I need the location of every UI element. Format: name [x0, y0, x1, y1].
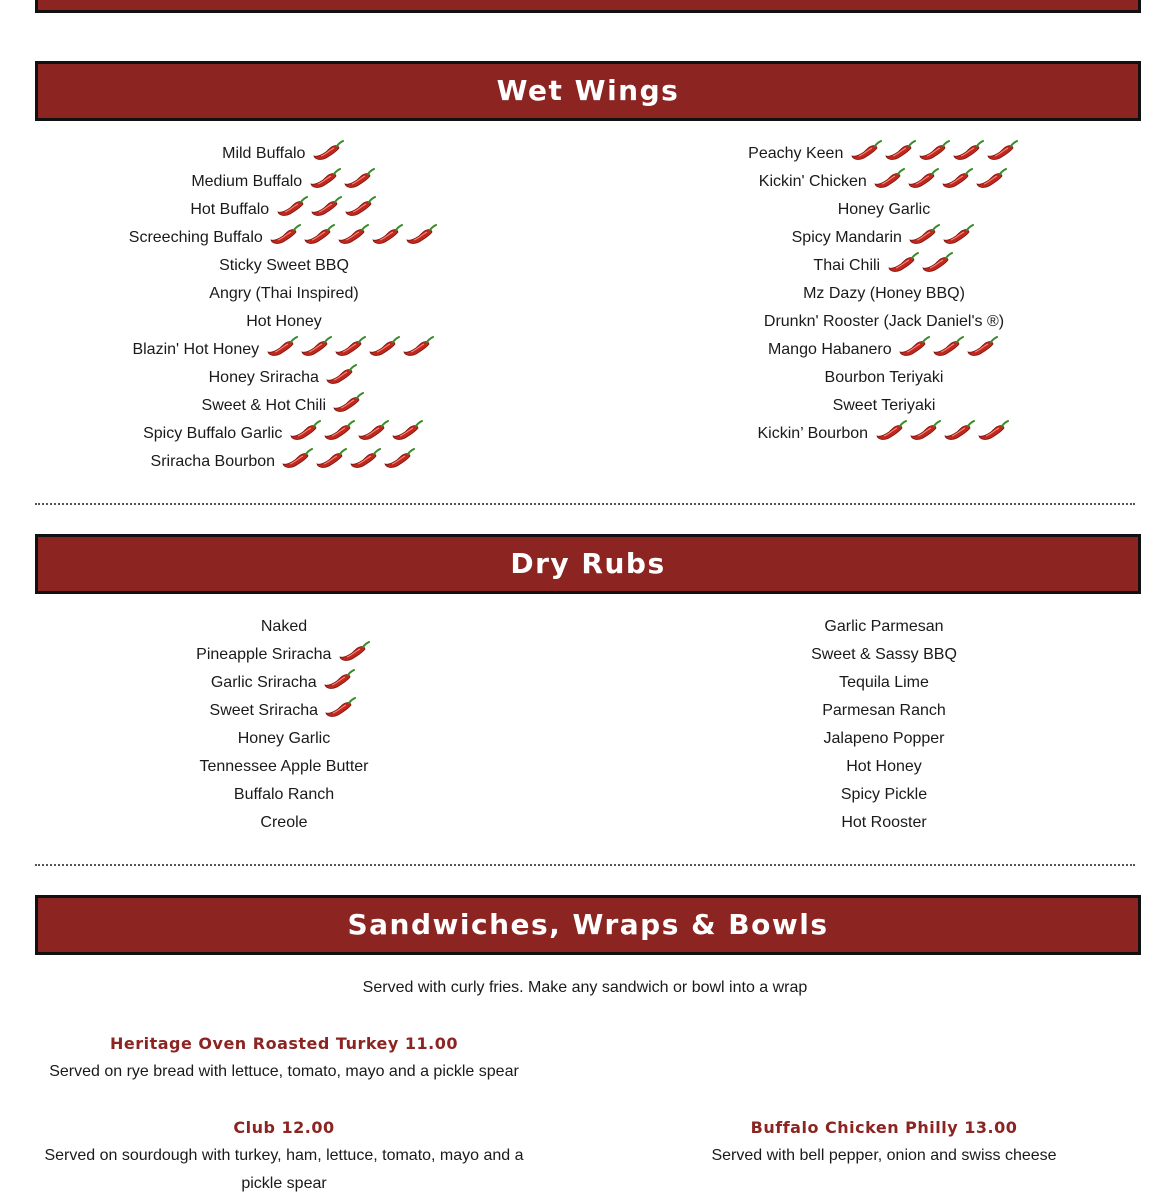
flavor-name: Mango Habanero: [767, 341, 892, 358]
chili-pepper-icon: [337, 224, 369, 246]
flavor-name: Sriracha Bourbon: [150, 453, 276, 470]
chili-pepper-icon: [918, 140, 950, 162]
flavor-name: Bourbon Teriyaki: [824, 369, 944, 386]
chili-pepper-icon: [952, 140, 984, 162]
chili-pepper-icon: [266, 336, 298, 358]
sandwich-note: Served with curly fries. Make any sandwich or bowl into a wrap: [362, 979, 808, 996]
flavor-item: [34, 252, 534, 280]
flavor-name: Medium Buffalo: [191, 173, 303, 190]
chili-pepper-icon: [898, 336, 930, 358]
flavor-name: Mz Dazy (Honey BBQ): [803, 285, 965, 302]
flavor-item: [634, 364, 1134, 392]
chili-pepper-icon: [875, 420, 907, 442]
chili-pepper-icon: [977, 420, 1009, 442]
flavor-name: Spicy Buffalo Garlic: [143, 425, 283, 442]
chili-pepper-icon: [323, 420, 355, 442]
chili-pepper-icon: [405, 224, 437, 246]
flavor-name: Honey Garlic: [237, 730, 331, 747]
heat-rating: [312, 140, 346, 170]
flavor-item: [634, 336, 1134, 364]
heat-rating: [873, 168, 1009, 198]
flavor-name: Garlic Parmesan: [824, 618, 944, 635]
flavor-name: Hot Buffalo: [190, 201, 270, 218]
chili-pepper-icon: [850, 140, 882, 162]
chili-pepper-icon: [312, 140, 344, 162]
chili-pepper-icon: [300, 336, 332, 358]
flavor-name: Jalapeno Popper: [823, 730, 945, 747]
chili-pepper-icon: [887, 252, 919, 274]
flavor-name: Sticky Sweet BBQ: [219, 257, 349, 274]
flavor-name: Parmesan Ranch: [822, 702, 946, 719]
chili-pepper-icon: [344, 196, 376, 218]
heat-rating: [269, 224, 439, 254]
dry-rubs-header: Dry Rubs: [35, 534, 1141, 594]
heat-rating: [324, 697, 358, 727]
flavor-item: [34, 364, 534, 392]
flavor-item: [634, 781, 1134, 809]
chili-pepper-icon: [269, 224, 301, 246]
flavor-item: [34, 420, 534, 448]
chili-pepper-icon: [368, 336, 400, 358]
flavor-name: Angry (Thai Inspired): [209, 285, 359, 302]
chili-pepper-icon: [349, 448, 381, 470]
flavor-name: Screeching Buffalo: [128, 229, 263, 246]
dish-name: Club 12.00: [233, 1118, 335, 1137]
flavor-name: Hot Honey: [846, 758, 922, 775]
wet-wings-right-list: [634, 140, 1134, 448]
flavor-name: Peachy Keen: [748, 145, 844, 162]
chili-pepper-icon: [332, 392, 364, 414]
dish-turkey: [34, 1030, 534, 1086]
heat-rating: [898, 336, 1000, 366]
flavor-item: [634, 725, 1134, 753]
sandwiches-header: Sandwiches, Wraps & Bowls: [35, 895, 1141, 955]
flavor-item: [34, 448, 534, 476]
wet-wings-left-list: [34, 140, 534, 476]
dish-name: Heritage Oven Roasted Turkey 11.00: [109, 1034, 459, 1053]
chili-pepper-icon: [343, 168, 375, 190]
chili-pepper-icon: [276, 196, 308, 218]
chili-pepper-icon: [884, 140, 916, 162]
flavor-item: [34, 697, 534, 725]
flavor-item: [34, 392, 534, 420]
heat-rating: [850, 140, 1020, 170]
flavor-item: [634, 641, 1134, 669]
chili-pepper-icon: [334, 336, 366, 358]
flavor-name: Honey Garlic: [837, 201, 931, 218]
flavor-name: Sweet Teriyaki: [832, 397, 936, 414]
chili-pepper-icon: [941, 168, 973, 190]
heat-rating: [338, 641, 372, 671]
heat-rating: [309, 168, 377, 198]
flavor-item: [34, 168, 534, 196]
flavor-item: [34, 669, 534, 697]
chili-pepper-icon: [303, 224, 335, 246]
flavor-name: Sweet & Hot Chili: [201, 397, 327, 414]
chili-pepper-icon: [357, 420, 389, 442]
dry-rubs-left-list: [34, 613, 534, 837]
flavor-name: Thai Chili: [813, 257, 881, 274]
chili-pepper-icon: [932, 336, 964, 358]
chili-pepper-icon: [325, 364, 357, 386]
chili-pepper-icon: [966, 336, 998, 358]
flavor-item: [634, 280, 1134, 308]
dish-club: [34, 1114, 534, 1198]
chili-pepper-icon: [338, 641, 370, 663]
flavor-name: Pineapple Sriracha: [196, 646, 332, 663]
flavor-name: Mild Buffalo: [222, 145, 306, 162]
chili-pepper-icon: [281, 448, 313, 470]
chili-pepper-icon: [942, 224, 974, 246]
heat-rating: [887, 252, 955, 282]
chili-pepper-icon: [907, 168, 939, 190]
flavor-name: Creole: [260, 814, 308, 831]
flavor-item: [634, 140, 1134, 168]
flavor-item: [634, 420, 1134, 448]
heat-rating: [289, 420, 425, 450]
flavor-item: [34, 725, 534, 753]
dotted-divider: [35, 864, 1135, 866]
flavor-name: Garlic Sriracha: [210, 674, 317, 691]
flavor-item: [634, 308, 1134, 336]
flavor-item: [634, 669, 1134, 697]
dish-description: Served with bell pepper, onion and swiss cheese: [711, 1147, 1057, 1164]
flavor-name: Buffalo Ranch: [233, 786, 335, 803]
chili-pepper-icon: [315, 448, 347, 470]
flavor-item: [34, 140, 534, 168]
flavor-item: [634, 753, 1134, 781]
dish-description: Served on rye bread with lettuce, tomato, mayo and a pickle spear: [49, 1063, 519, 1080]
dish-description: Served on sourdough with turkey, ham, lettuce, tomato, mayo and a pickle spear: [44, 1147, 524, 1192]
flavor-item: [34, 196, 534, 224]
heat-rating: [323, 669, 357, 699]
dish-name: Buffalo Chicken Philly 13.00: [750, 1118, 1018, 1137]
flavor-name: Kickin’ Bourbon: [757, 425, 869, 442]
flavor-item: [634, 809, 1134, 837]
flavor-item: [34, 753, 534, 781]
flavor-item: [34, 809, 534, 837]
flavor-name: Spicy Pickle: [840, 786, 928, 803]
chili-pepper-icon: [371, 224, 403, 246]
heat-rating: [875, 420, 1011, 450]
flavor-item: [634, 697, 1134, 725]
flavor-item: [34, 308, 534, 336]
chili-pepper-icon: [310, 196, 342, 218]
chili-pepper-icon: [289, 420, 321, 442]
dotted-divider: [35, 503, 1135, 505]
flavor-item: [34, 280, 534, 308]
previous-section-banner: [35, 0, 1141, 13]
chili-pepper-icon: [986, 140, 1018, 162]
chili-pepper-icon: [324, 697, 356, 719]
heat-rating: [908, 224, 976, 254]
flavor-item: [634, 392, 1134, 420]
chili-pepper-icon: [909, 420, 941, 442]
chili-pepper-icon: [402, 336, 434, 358]
heat-rating: [332, 392, 366, 422]
flavor-item: [34, 613, 534, 641]
heat-rating: [325, 364, 359, 394]
flavor-name: Hot Honey: [246, 313, 322, 330]
flavor-item: [634, 224, 1134, 252]
flavor-name: Sweet & Sassy BBQ: [811, 646, 957, 663]
chili-pepper-icon: [323, 669, 355, 691]
flavor-item: [634, 252, 1134, 280]
chili-pepper-icon: [921, 252, 953, 274]
heat-rating: [276, 196, 378, 226]
flavor-name: Blazin' Hot Honey: [132, 341, 260, 358]
flavor-name: Honey Sriracha: [208, 369, 319, 386]
chili-pepper-icon: [383, 448, 415, 470]
chili-pepper-icon: [908, 224, 940, 246]
flavor-name: Kickin' Chicken: [758, 173, 867, 190]
heat-rating: [281, 448, 417, 478]
heat-rating: [266, 336, 436, 366]
flavor-item: [634, 196, 1134, 224]
flavor-name: Spicy Mandarin: [791, 229, 902, 246]
flavor-name: Tequila Lime: [839, 674, 929, 691]
chili-pepper-icon: [309, 168, 341, 190]
flavor-name: Tennessee Apple Butter: [199, 758, 369, 775]
flavor-name: Sweet Sriracha: [209, 702, 319, 719]
chili-pepper-icon: [873, 168, 905, 190]
flavor-item: [34, 336, 534, 364]
flavor-item: [34, 641, 534, 669]
chili-pepper-icon: [975, 168, 1007, 190]
flavor-item: [34, 781, 534, 809]
flavor-item: [634, 168, 1134, 196]
flavor-name: Hot Rooster: [841, 814, 927, 831]
flavor-item: [34, 224, 534, 252]
dry-rubs-right-list: [634, 613, 1134, 837]
flavor-name: Drunkn' Rooster (Jack Daniel's ®): [763, 313, 1005, 330]
chili-pepper-icon: [943, 420, 975, 442]
chili-pepper-icon: [391, 420, 423, 442]
dish-buffalo-philly: [634, 1114, 1134, 1170]
wet-wings-header: Wet Wings: [35, 61, 1141, 121]
flavor-item: [634, 613, 1134, 641]
flavor-name: Naked: [260, 618, 308, 635]
